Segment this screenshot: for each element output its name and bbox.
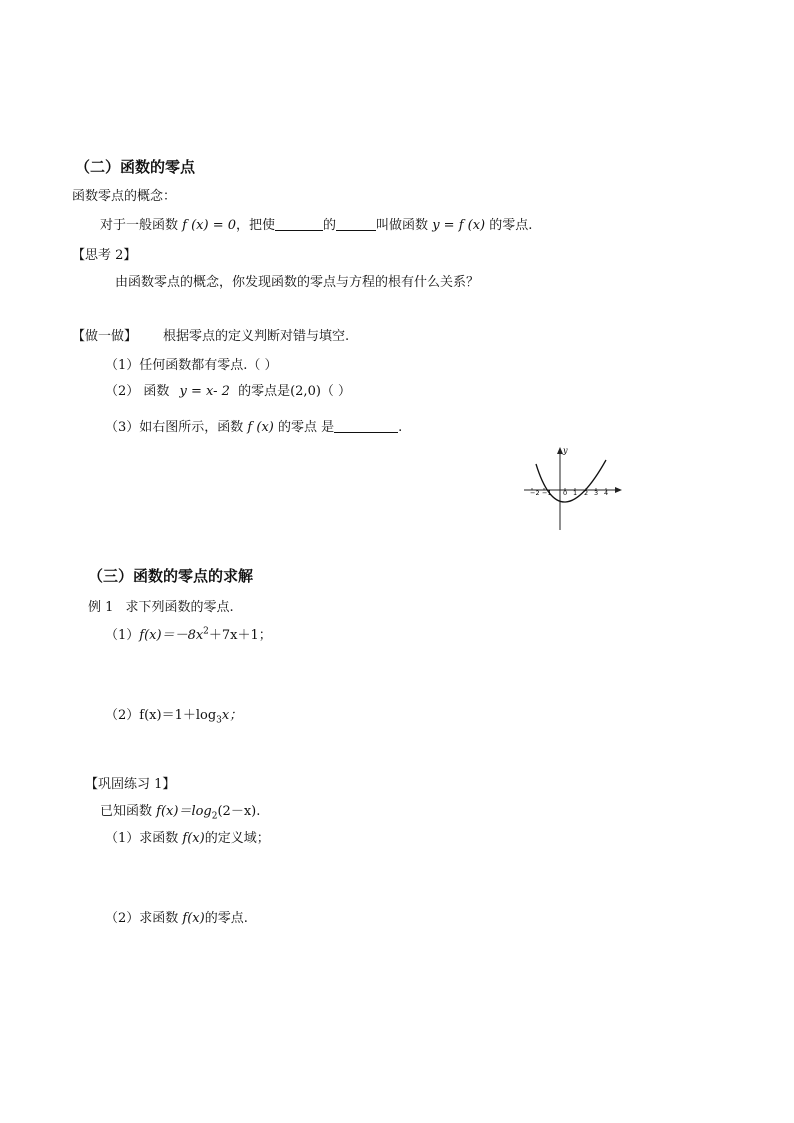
example-label: 例 1: [88, 600, 114, 615]
ex-p1-exp: 2: [203, 626, 209, 637]
tick-label: 2: [584, 489, 589, 497]
item-3-expr: f (x): [247, 420, 274, 435]
definition-post: 的零点.: [489, 218, 533, 233]
definition-mid3: 叫做函数: [376, 218, 429, 233]
item-2-expr: y = x- 2: [179, 384, 230, 399]
practice-given-a: f(x)＝log: [156, 804, 212, 819]
definition-line: [100, 218, 532, 232]
practice-given: [100, 804, 261, 822]
x-axis-arrow: [615, 487, 622, 493]
blank-1[interactable]: [275, 218, 323, 231]
item-1: （1）任何函数都有零点.（ ）: [105, 358, 278, 373]
item-3-pre: （3）如右图所示，函数: [105, 420, 244, 435]
y-axis-label: y: [563, 446, 568, 455]
definition-pre: 对于一般函数: [100, 218, 179, 233]
item-2-pre: （2） 函数: [105, 384, 170, 399]
practice-part-1: [105, 832, 270, 845]
try-text: 根据零点的定义判断对错与填空.: [163, 329, 350, 344]
practice-given-b: (2－x): [217, 804, 257, 819]
tick-label: 4: [604, 489, 609, 497]
item-3-post2: .: [398, 420, 403, 435]
tick-label: −1: [542, 489, 552, 497]
section-title-zeros: （二）函数的零点: [75, 158, 196, 176]
practice-p1-pre: （1）求函数: [105, 831, 179, 846]
item-2-mid: 的零点是(2,0): [238, 384, 321, 399]
practice-label: 【巩固练习 1】: [85, 777, 176, 792]
item-2: [105, 385, 351, 398]
ex-p2-sub: 3: [216, 715, 222, 726]
example-text: 求下列函数的零点.: [125, 600, 234, 615]
example-part-1: [105, 626, 272, 643]
practice-given-end: .: [256, 804, 261, 819]
practice-p1-post: 的定义域；: [204, 831, 270, 846]
practice-p2-pre: （2）求函数: [105, 911, 179, 926]
ex-p2-expr-b: x；: [221, 708, 243, 723]
ex-p1-expr-a: f(x)＝－8x: [139, 628, 204, 643]
think-label: 【思考 2】: [72, 248, 137, 263]
f-eq-0: f (x) = 0: [182, 218, 237, 233]
ex-p1-label: （1）: [105, 628, 140, 643]
tick-label: −2: [530, 489, 540, 497]
think-text: 由函数零点的概念，你发现函数的零点与方程的根有什么关系？: [115, 275, 480, 290]
definition-mid1: ，把使: [236, 218, 276, 233]
ex-p2-expr-a: f(x)＝1＋log: [139, 708, 217, 723]
tick-label: 3: [594, 489, 599, 497]
tick-label: 1: [573, 489, 578, 497]
try-label: 【做一做】: [72, 329, 138, 344]
practice-given-pre: 已知函数: [100, 804, 153, 819]
example-part-2: [105, 708, 243, 726]
practice-part-2: [105, 912, 248, 925]
example-line: [88, 601, 234, 614]
blank-3[interactable]: [334, 420, 398, 433]
ex-p1-expr-b: ＋7x＋1；: [208, 628, 272, 643]
practice-p2-expr: f(x): [182, 911, 205, 926]
practice-p2-post: 的零点.: [204, 911, 248, 926]
ex-p2-label: （2）: [105, 708, 140, 723]
practice-given-sub: 2: [211, 811, 218, 822]
item-3: [105, 420, 402, 434]
tick-labels: [530, 488, 608, 497]
parabola-graph: [518, 440, 628, 532]
item-2-post: （ ）: [320, 384, 352, 399]
item-3-post1: 的零点 是: [277, 420, 335, 435]
y-eq-fx: y = f (x): [432, 218, 486, 233]
section-title-solve: （三）函数的零点的求解: [88, 567, 254, 585]
tick-label: 0: [563, 489, 568, 497]
concept-label: 函数零点的概念：: [72, 189, 177, 204]
blank-2[interactable]: [336, 218, 376, 231]
definition-mid2: 的: [323, 218, 337, 233]
practice-p1-expr: f(x): [182, 831, 205, 846]
